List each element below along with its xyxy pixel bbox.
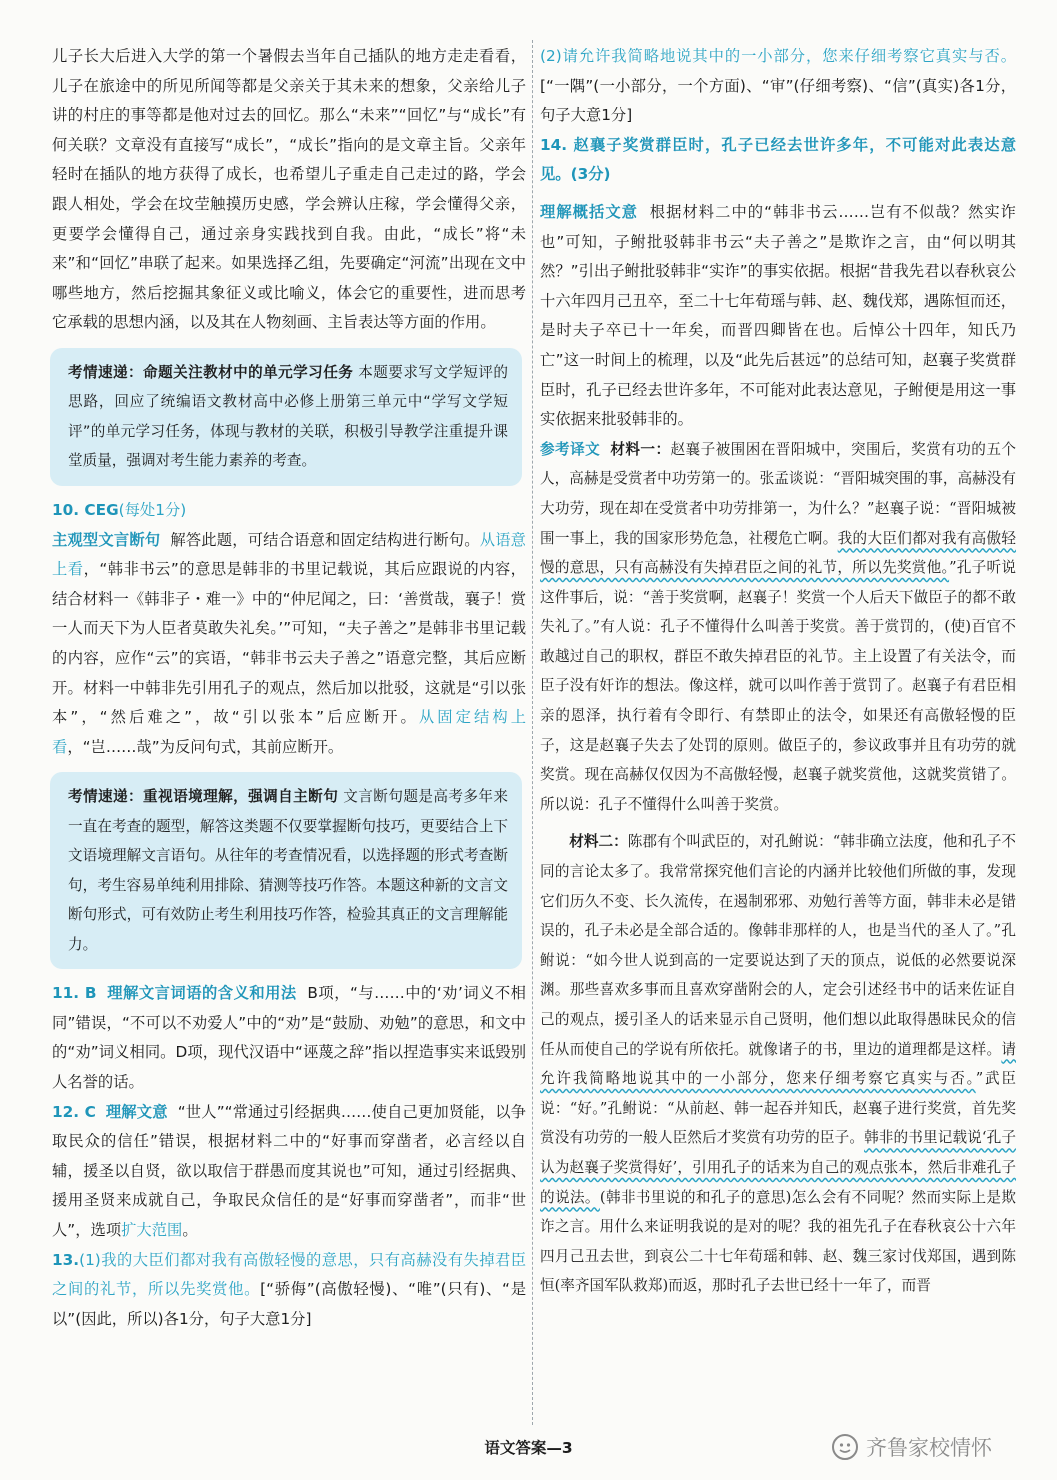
material-2-underlined-2: 韩非的书里记载说‘孔子认为赵襄子奖赏得好’，引用孔子的话来为自己的观点张本，然后非难孔子的说法。 (540, 1129, 1016, 1206)
watermark (832, 1429, 1032, 1465)
watermark-text: 齐鲁家校情怀 (866, 1436, 992, 1460)
q10-highlight-1: 从语意上看 (52, 530, 526, 579)
q14-explanation (540, 198, 1016, 435)
translation-material-2 (540, 827, 1016, 1301)
q12-text-1: “世人”“常通过引经据典……使自己更加贤能，以争取民众的信任”错误，根据材料二中的“好事而穿凿者，必言经以自辅，援圣以自贤，欲以取信于群愚而度其说也”可知，通过引经据典、援用圣贤来成就自己，争取民众信任的是“好事而穿凿者”，而非“世人”，选项 (52, 1102, 526, 1240)
q13-scoring: [“骄侮”(高傲轻慢)、“唯”(只有)、“是以”(因此，所以)各1分，句子大意1分] (52, 1280, 526, 1328)
reference-translation (540, 435, 1016, 1301)
q12-number: 12. C (52, 1102, 96, 1121)
q13-part-2 (540, 42, 1016, 131)
q12-tag: 理解文意 (105, 1102, 168, 1121)
q10-tag: 主观型文言断句 (52, 530, 161, 549)
q13-number: 13. (52, 1250, 80, 1269)
box-1-text: 本题要求写文学短评的思路，回应了统编语文教材高中必修上册第三单元中“学写文学短评”的单元学习任务，体现与教材的关联，积极引导教学注重提升课堂质量，强调对考生能力素养的考查。 (68, 363, 508, 470)
q13-part-2-answer: (2)请允许我简略地说其中的一小部分，您来仔细考察它真实与否。 (540, 47, 1016, 65)
q12-text-2: 。 (182, 1221, 198, 1240)
page-footer: 语文答案—3 (484, 1439, 573, 1457)
q11-text: B项，“与……中的‘劝’词义不相同”错误，“不可以不劝爱人”中的“劝”是“鼓励、劝勉”的意思，和文中的“劝”词义相同。D项，现代汉语中“诬蔑之辞”指以捏造事实来诋毁别人名誉的话。 (52, 984, 526, 1092)
exam-note-box-2 (50, 772, 522, 969)
q14-tag: 理解概括文意 (540, 202, 638, 221)
material-2-label: 材料二： (569, 833, 628, 851)
q10-explanation (52, 526, 526, 763)
q11-answer (52, 979, 526, 1097)
q10-highlight-2: 从固定结构上看 (52, 708, 526, 756)
translation-tag: 参考译文 (540, 440, 601, 458)
q13-part-1: (1)我的大臣们都对我有高傲轻慢的意思，只有高赫没有失掉君臣之间的礼节，所以先奖赏他。 (52, 1250, 526, 1299)
material-1-text-b: ”孔子听说这件事后，说：“善于奖赏啊，赵襄子！奖赏一个人后天下做臣子的都不敢失礼了。”有人说：孔子不懂得什么叫善于奖赏。善于赏罚的，(使)百官不敢越过自己的职权，群臣不敢失掉君臣的礼节。主上设置了有关法令，而臣子没有奸诈的想法。像这样，就可以叫作善于赏罚了。赵襄子有君臣相亲的恩泽，执行着有令即行、有禁即止的法令，如果还有高傲轻慢的臣子，这是赵襄子失去了处罚的原则。做臣子的，参议政事并且有功劳的就奖赏。现在高赫仅仅因为不高傲轻慢，赵襄子就奖赏他，这就奖赏错了。所以说：孔子不懂得什么叫善于奖赏。 (540, 559, 1017, 813)
material-1-label: 材料一： (610, 440, 671, 458)
q10-header (52, 496, 526, 526)
column-divider (532, 40, 534, 1425)
material-2-text-b: ”武臣说：“好。”孔鲋说：“从前赵、韩一起吞并知氏，赵襄子进行奖赏，首先奖赏没有功劳的一般人臣然后才奖赏有功劳的臣子。 (540, 1070, 1016, 1147)
material-2-underlined-1: 请允许我简略地说其中的一小部分，您来仔细考察它真实与否。 (540, 1040, 1016, 1088)
q14-text: 根据材料二中的“韩非书云……岂有不似哉？然实诈也”可知，子鲋批驳韩非书云“夫子善之”是欺诈之言，由“何以明其然？”引出子鲋批驳韩非“实诈”的事实依据。根据“昔我先君以春秋哀公十六年四月己丑卒，至二十七年荀瑶与韩、赵、魏伐郑，遇陈恒而还，是时夫子卒已十一年矣，而晋四卿皆在也。后悼公十四年，知氏乃亡”这一时间上的梳理，以及“此先后甚远”的总结可知，赵襄子奖赏群臣时，孔子已经去世许多年，不可能对此表达意见，子鲋便是用这一事实依据来批驳韩非的。 (540, 202, 1016, 429)
q10-text-1: 解答此题，可结合语意和固定结构进行断句。 (170, 530, 480, 549)
q10-text-3: ，“岂……哉”为反问句式，其前应断开。 (67, 737, 344, 756)
q11-tag: 理解文言词语的含义和用法 (107, 984, 297, 1003)
translation-material-1 (540, 435, 1016, 820)
material-2-text-a: 陈郡有个叫武臣的，对孔鲋说：“韩非确立法度，他和孔子不同的言论太多了。我常常探究他们言论的内涵并比较他们所做的事，发现它们历久不变、长久流传，在遏制邪邪、劝勉行善等方面，韩非未必是错误的，孔子未必是全部合适的。像韩非那样的人，也是当代的圣人了。”孔鲋说：“如今世人说到高的一定要说达到了天的顶点，说低的必然要说深渊。那些喜欢多事而且喜欢穿凿附会的人，定会引述经书中的话来佐证自己的观点，援引圣人的话来显示自己贤明，他们想以此取得愚昧民众的信任从而使自己的学说有所依托。就像诸子的书，里边的道理都是这样。 (540, 833, 1016, 1058)
box-2-heading: 考情速递：重视语境理解，强调自主断句 (68, 788, 339, 806)
q14-heading: 14. 赵襄子奖赏群臣时，孔子已经去世许多年，不可能对此表达意见。(3分) (540, 135, 1016, 184)
q13-part-2-scoring: [“一隅”(一小部分，一个方面)、“审”(仔细考察)、“信”(真实)各1分，句子大意1分] (540, 76, 1016, 125)
q13-answer (52, 1246, 526, 1335)
box-1-heading: 考情速递：命题关注教材中的单元学习任务 (68, 363, 354, 381)
wechat-icon (832, 1434, 858, 1460)
material-2-text-c: (韩非书里说的和孔子的意思)怎么会有不同呢？然而实际上是欺诈之言。用什么来证明我说的是对的呢？我的祖先孔子在春秋哀公十六年四月己丑去世，到哀公二十七年荀瑶和韩、赵、魏三家讨伐郑国，遇到陈恒(率齐国军队救郑)而返，那时孔子去世已经十一年了，而晋 (540, 1188, 1016, 1295)
material-1-underlined: 我的大臣们都对我有高傲轻慢的意思，只有高赫没有失掉君臣之间的礼节，所以先奖赏他。 (540, 529, 1016, 577)
right-column (540, 42, 1016, 1301)
left-column (52, 42, 526, 1334)
q11-number: 11. B (52, 984, 97, 1003)
exam-note-box-1 (50, 348, 522, 486)
q10-text-2: ，“韩非书云”的意思是韩非的书里记载说，其后应跟说的内容，结合材料一《韩非子・难一》中的“仲尼闻之，曰：‘善赏哉，襄子！赏一人而天下为人臣者莫敢失礼矣。’”可知，“夫子善之”是韩非书里记载的内容，应作“云”的宾语，“韩非书云夫子善之”语意完整，其后应断开。材料一中韩非先引用孔子的观点，然后加以批驳，这就是“引以张本”，“然后难之”，故“引以张本”后应断开。 (52, 560, 526, 727)
q10-score: (每处1分) (118, 500, 187, 519)
box-2-text: 文言断句题是高考多年来一直在考查的题型，解答这类题不仅要掌握断句技巧，更要结合上下文语境理解文言语句。从往年的考查情况看，以选择题的形式考查断句，考生容易单纯利用排除、猜测等技巧作答。本题这种新的文言文断句形式，可有效防止考生利用技巧作答，检验其真正的文言理解能力。 (68, 788, 508, 953)
q12-answer (52, 1098, 526, 1246)
q12-highlight: 扩大范围 (121, 1221, 183, 1240)
q10-number: 10. CEG (52, 500, 119, 519)
material-1-text-a: 赵襄子被围困在晋阳城中，突围后，奖赏有功的五个人，高赫是受赏者中功劳第一的。张孟谈说：“晋阳城突围的事，高赫没有大功劳，现在却在受赏者中功劳排第一，为什么？”赵襄子说：“晋阳城被围一事上，我的国家形势危急，社稷危亡啊。 (540, 440, 1016, 547)
intro-paragraph: 儿子长大后进入大学的第一个暑假去当年自己插队的地方走走看看，儿子在旅途中的所见所闻等都是父亲关于其未来的想象，父亲给儿子讲的村庄的事等都是他对过去的回忆。那么“未来”“回忆”与“成长”有何关联？文章没有直接写“成长”，“成长”指向的是文章主旨。父亲年轻时在插队的地方获得了成长，也希望儿子重走自己走过的路，学会跟人相处，学会在坟茔触摸历史感，学会辨认庄稼，学会懂得父亲，更要学会懂得自己，通过亲身实践找到自我。由此，“成长”将“未来”和“回忆”串联了起来。如果选择乙组，先要确定“河流”出现在文中哪些地方，然后挖掘其象征义或比喻义，体会它的重要性，进而思考它承载的思想内涵，以及其在人物刻画、主旨表达等方面的作用。 (52, 47, 526, 332)
